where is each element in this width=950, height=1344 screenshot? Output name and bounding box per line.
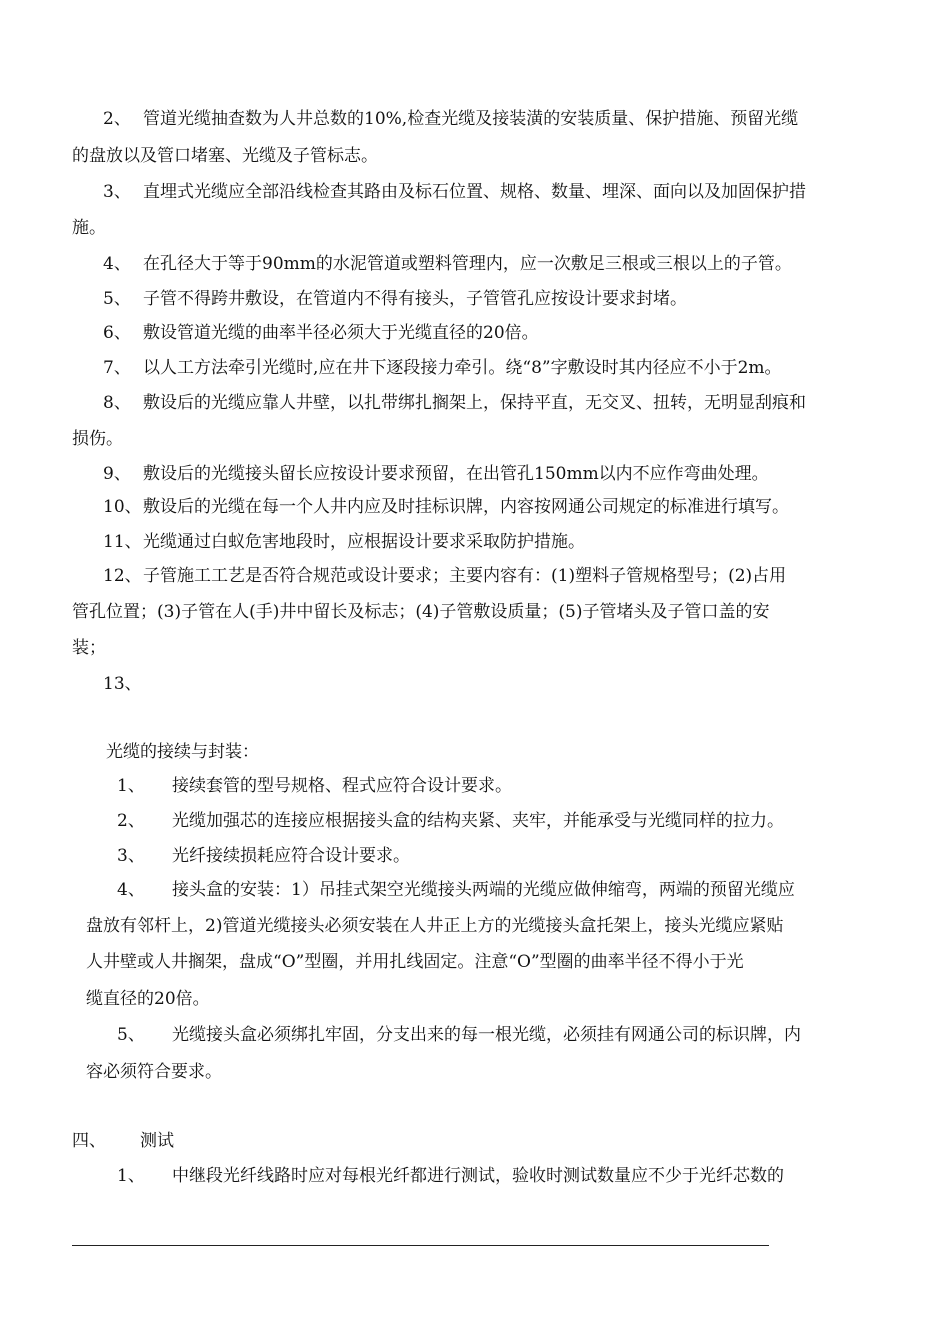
footer-rule bbox=[72, 1245, 769, 1246]
item-text: 损伤。 bbox=[72, 429, 123, 449]
item-text: 盘放有邻杆上，2)管道光缆接头必须安装在人井正上方的光缆接头盒托架上，接头光缆应紧贴 bbox=[86, 916, 784, 936]
item-text: 敷设后的光缆在每一个人井内应及时挂标识牌，内容按网通公司规定的标准进行填写。 bbox=[143, 497, 789, 517]
item-number: 11、 bbox=[103, 532, 142, 552]
item-text: 缆直径的20倍。 bbox=[86, 989, 210, 1009]
item-text: 光缆通过白蚁危害地段时，应根据设计要求采取防护措施。 bbox=[143, 532, 585, 552]
item-text: 子管不得跨井敷设，在管道内不得有接头，子管管孔应按设计要求封堵。 bbox=[143, 289, 687, 309]
item-text: 的盘放以及管口堵塞、光缆及子管标志。 bbox=[72, 146, 378, 166]
item-text: 光缆接头盒必须绑扎牢固，分支出来的每一根光缆，必须挂有网通公司的标识牌，内 bbox=[172, 1025, 801, 1045]
item-number: 3、 bbox=[103, 182, 131, 202]
item-text: 敷设管道光缆的曲率半径必须大于光缆直径的20倍。 bbox=[143, 323, 539, 343]
item-text: 容必须符合要求。 bbox=[86, 1062, 222, 1082]
item-text: 以人工方法牵引光缆时,应在井下逐段接力牵引。绕“8”字敷设时其内径应不小于2m。 bbox=[143, 358, 782, 378]
item-number: 2、 bbox=[103, 109, 131, 129]
item-text: 敷设后的光缆应靠人井壁，以扎带绑扎搁架上，保持平直，无交叉、扭转，无明显刮痕和 bbox=[143, 393, 806, 413]
item-number: 9、 bbox=[103, 464, 131, 484]
item-number: 4、 bbox=[103, 254, 131, 274]
item-number: 7、 bbox=[103, 358, 131, 378]
item-number: 5、 bbox=[117, 1025, 145, 1045]
item-text: 管道光缆抽查数为人井总数的10%,检查光缆及接装潢的安装质量、保护措施、预留光缆 bbox=[143, 109, 799, 129]
item-text: 中继段光纤线路时应对每根光纤都进行测试，验收时测试数量应不少于光纤芯数的 bbox=[172, 1166, 784, 1186]
item-text: 接头盒的安装：1）吊挂式架空光缆接头两端的光缆应做伸缩弯，两端的预留光缆应 bbox=[172, 880, 795, 900]
item-number: 5、 bbox=[103, 289, 131, 309]
item-text: 在孔径大于等于90mm的水泥管道或塑料管理内，应一次敷足三根或三根以上的子管。 bbox=[143, 254, 792, 274]
item-text: 装； bbox=[72, 638, 106, 658]
item-text: 直埋式光缆应全部沿线检查其路由及标石位置、规格、数量、埋深、面向以及加固保护措 bbox=[143, 182, 806, 202]
item-text: 光缆加强芯的连接应根据接头盒的结构夹紧、夹牢，并能承受与光缆同样的拉力。 bbox=[172, 811, 784, 831]
item-text: 管孔位置；(3)子管在人(手)井中留长及标志；(4)子管敷设质量；(5)子管堵头及子管口盖的安 bbox=[72, 602, 770, 622]
item-number: 1、 bbox=[117, 776, 145, 796]
section-number: 四、 bbox=[72, 1131, 106, 1151]
item-text: 人井壁或人井搁架，盘成“O”型圈，并用扎线固定。注意“O”型圈的曲率半径不得小于光 bbox=[86, 952, 744, 972]
item-number: 2、 bbox=[117, 811, 145, 831]
item-text: 子管施工工艺是否符合规范或设计要求；主要内容有：(1)塑料子管规格型号；(2)占用 bbox=[143, 566, 787, 586]
item-number: 3、 bbox=[117, 846, 145, 866]
item-number: 1、 bbox=[117, 1166, 145, 1186]
item-number: 4、 bbox=[117, 880, 145, 900]
section-heading: 测试 bbox=[140, 1131, 174, 1151]
item-text: 敷设后的光缆接头留长应按设计要求预留，在出管孔150mm以内不应作弯曲处理。 bbox=[143, 464, 769, 484]
item-number: 10、 bbox=[103, 497, 142, 517]
item-number: 13、 bbox=[103, 674, 142, 694]
item-text: 接续套管的型号规格、程式应符合设计要求。 bbox=[172, 776, 512, 796]
item-number: 8、 bbox=[103, 393, 131, 413]
item-text: 施。 bbox=[72, 218, 106, 238]
item-number: 12、 bbox=[103, 566, 142, 586]
section-heading: 光缆的接续与封装： bbox=[106, 742, 259, 762]
item-text: 光纤接续损耗应符合设计要求。 bbox=[172, 846, 410, 866]
item-number: 6、 bbox=[103, 323, 131, 343]
